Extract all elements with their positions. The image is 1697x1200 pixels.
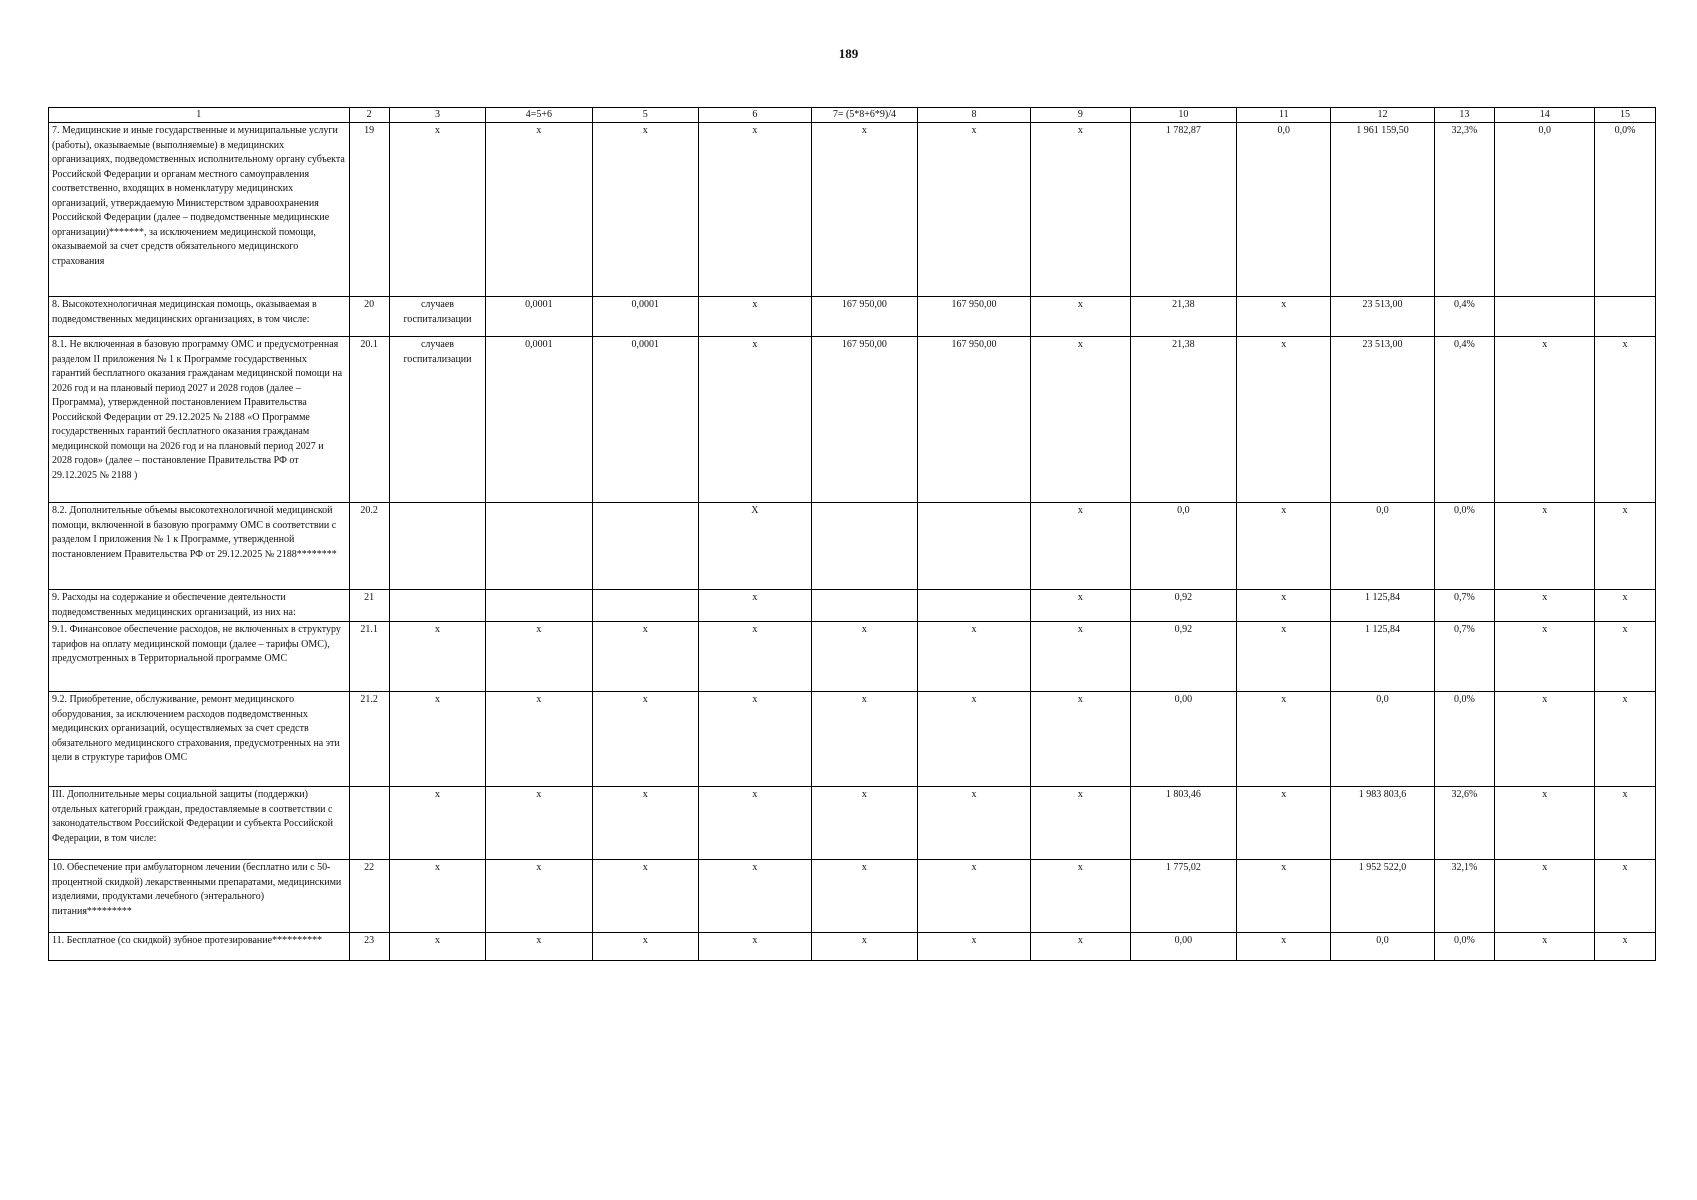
column-number: 14 bbox=[1495, 108, 1595, 123]
table-cell: 0,0 bbox=[1331, 933, 1434, 961]
column-number: 9 bbox=[1030, 108, 1130, 123]
table-cell: х bbox=[486, 123, 592, 297]
table-cell: 1 961 159,50 bbox=[1331, 123, 1434, 297]
row-description: 10. Обеспечение при амбулаторном лечении (бесплатно или с 50-процентной скидкой) лекарственными препаратами, медицинскими изделиями, продуктами лечебного (энтерального) питания********* bbox=[49, 860, 350, 933]
table-cell: 0,0 bbox=[1495, 123, 1595, 297]
table-cell: х bbox=[918, 787, 1031, 860]
table-cell: х bbox=[1595, 622, 1656, 692]
table-cell: х bbox=[486, 787, 592, 860]
table-cell: х bbox=[1030, 337, 1130, 503]
table-cell: х bbox=[1495, 933, 1595, 961]
row-description: 9.2. Приобретение, обслуживание, ремонт медицинского оборудования, за исключением расходов подведомственных медицинских организаций, осуществляемых за счет средств обязательного медицинского страхования, предусмотренных на эти цели в структуре тарифов ОМС bbox=[49, 692, 350, 787]
table-cell: 1 803,46 bbox=[1130, 787, 1236, 860]
row-description: 11. Бесплатное (со скидкой) зубное протезирование********** bbox=[49, 933, 350, 961]
table-row bbox=[49, 297, 1656, 337]
table-cell bbox=[1495, 297, 1595, 337]
table-cell: х bbox=[592, 622, 698, 692]
row-code: 22 bbox=[349, 860, 389, 933]
table-cell: х bbox=[918, 692, 1031, 787]
table-cell: 0,0 bbox=[1331, 692, 1434, 787]
table-cell: х bbox=[1237, 692, 1331, 787]
table-cell: х bbox=[389, 692, 486, 787]
row-description: 8. Высокотехнологичная медицинская помощь, оказываемая в подведомственных медицинских организациях, в том числе: bbox=[49, 297, 350, 337]
table-cell: 0,92 bbox=[1130, 590, 1236, 622]
table-cell: х bbox=[698, 860, 811, 933]
row-description: 9. Расходы на содержание и обеспечение деятельности подведомственных медицинских организаций, из них на: bbox=[49, 590, 350, 622]
table-cell: х bbox=[698, 787, 811, 860]
table-cell bbox=[486, 590, 592, 622]
table-row bbox=[49, 123, 1656, 297]
table-cell: 32,1% bbox=[1434, 860, 1495, 933]
table-cell: 0,0% bbox=[1434, 933, 1495, 961]
row-code: 20 bbox=[349, 297, 389, 337]
table-cell: х bbox=[1495, 590, 1595, 622]
table-cell bbox=[811, 590, 917, 622]
table-cell: х bbox=[1237, 503, 1331, 590]
table-row bbox=[49, 337, 1656, 503]
table-cell bbox=[918, 503, 1031, 590]
row-code bbox=[349, 787, 389, 860]
table-cell: 1 952 522,0 bbox=[1331, 860, 1434, 933]
table-cell bbox=[389, 590, 486, 622]
table-cell: X bbox=[698, 503, 811, 590]
column-number: 3 bbox=[389, 108, 486, 123]
row-code: 21 bbox=[349, 590, 389, 622]
table-cell: 0,7% bbox=[1434, 622, 1495, 692]
column-number: 1 bbox=[49, 108, 350, 123]
table-cell: х bbox=[592, 787, 698, 860]
table-cell: 167 950,00 bbox=[918, 337, 1031, 503]
table-cell: х bbox=[1030, 123, 1130, 297]
row-code: 21.1 bbox=[349, 622, 389, 692]
table-cell: 32,3% bbox=[1434, 123, 1495, 297]
table-cell: 1 782,87 bbox=[1130, 123, 1236, 297]
table-cell: х bbox=[486, 692, 592, 787]
table-cell: 32,6% bbox=[1434, 787, 1495, 860]
table-cell: 1 775,02 bbox=[1130, 860, 1236, 933]
table-cell: х bbox=[698, 590, 811, 622]
table-row bbox=[49, 503, 1656, 590]
table-cell: 1 125,84 bbox=[1331, 622, 1434, 692]
table-cell: 1 983 803,6 bbox=[1331, 787, 1434, 860]
row-description: 8.2. Дополнительные объемы высокотехнологичной медицинской помощи, включенной в базовую программу ОМС в соответствии с разделом I приложения № 1 к Программе, утвержденной постановлением Правительства РФ от 29.12.2025 № 2188******** bbox=[49, 503, 350, 590]
row-code: 21.2 bbox=[349, 692, 389, 787]
table-cell: х bbox=[811, 933, 917, 961]
table-cell: х bbox=[1595, 692, 1656, 787]
table-cell: 0,0001 bbox=[592, 297, 698, 337]
row-code: 20.2 bbox=[349, 503, 389, 590]
table-cell: х bbox=[486, 860, 592, 933]
table-cell: х bbox=[918, 123, 1031, 297]
table-cell: 167 950,00 bbox=[811, 337, 917, 503]
table-row bbox=[49, 787, 1656, 860]
table-cell: х bbox=[592, 692, 698, 787]
table-cell: х bbox=[1030, 933, 1130, 961]
table-cell: 0,00 bbox=[1130, 933, 1236, 961]
table-cell: х bbox=[698, 692, 811, 787]
column-number: 11 bbox=[1237, 108, 1331, 123]
table-cell: х bbox=[1495, 692, 1595, 787]
table-cell: х bbox=[1595, 787, 1656, 860]
table-cell: х bbox=[486, 622, 592, 692]
table-cell: 23 513,00 bbox=[1331, 337, 1434, 503]
table-cell: 21,38 bbox=[1130, 337, 1236, 503]
table-row bbox=[49, 933, 1656, 961]
table-cell: х bbox=[918, 622, 1031, 692]
row-description: 9.1. Финансовое обеспечение расходов, не включенных в структуру тарифов на оплату медицинской помощи (далее – тарифы ОМС), предусмотренных в Территориальной программе ОМС bbox=[49, 622, 350, 692]
row-code: 23 bbox=[349, 933, 389, 961]
table-cell: х bbox=[1495, 787, 1595, 860]
table-cell: х bbox=[389, 933, 486, 961]
table-cell: х bbox=[592, 123, 698, 297]
table-cell: 0,0001 bbox=[486, 297, 592, 337]
column-number: 6 bbox=[698, 108, 811, 123]
row-description: 7. Медицинские и иные государственные и муниципальные услуги (работы), оказываемые (выполняемые) в медицинских организациях, подведомственных исполнительному органу субъекта Российской Федерации и органам местного самоуправления соответственно, входящих в номенклатуру медицинских организаций, утверждаемую Министерством здравоохранения Российской Федерации (далее – подведомственные медицинские организации)*******, за исключением медицинской помощи, оказываемой за счет средств обязательного медицинского страхования bbox=[49, 123, 350, 297]
table-cell: 0,0 bbox=[1130, 503, 1236, 590]
column-number: 12 bbox=[1331, 108, 1434, 123]
table-cell: 0,0001 bbox=[592, 337, 698, 503]
table-cell: х bbox=[1237, 933, 1331, 961]
column-number: 8 bbox=[918, 108, 1031, 123]
table-cell: х bbox=[1237, 622, 1331, 692]
column-number: 15 bbox=[1595, 108, 1656, 123]
table-cell: 0,0 bbox=[1331, 503, 1434, 590]
row-description: III. Дополнительные меры социальной защиты (поддержки) отдельных категорий граждан, предоставляемые в соответствии с законодательством Российской Федерации и субъекта Российской Федерации, в том числе: bbox=[49, 787, 350, 860]
column-number: 7= (5*8+6*9)/4 bbox=[811, 108, 917, 123]
table-cell: х bbox=[1237, 860, 1331, 933]
table-cell: х bbox=[592, 933, 698, 961]
table-cell: 0,00 bbox=[1130, 692, 1236, 787]
table-cell: 167 950,00 bbox=[918, 297, 1031, 337]
table-cell: х bbox=[1495, 622, 1595, 692]
table-cell: х bbox=[698, 933, 811, 961]
table-cell bbox=[592, 503, 698, 590]
table-cell bbox=[1595, 297, 1656, 337]
table-cell: х bbox=[1495, 860, 1595, 933]
table-cell: х bbox=[1237, 787, 1331, 860]
table-cell: х bbox=[1030, 297, 1130, 337]
table-cell: х bbox=[811, 622, 917, 692]
row-code: 20.1 bbox=[349, 337, 389, 503]
table-cell: 0,0% bbox=[1434, 503, 1495, 590]
table-cell: х bbox=[1030, 503, 1130, 590]
table-cell bbox=[811, 503, 917, 590]
table-cell: х bbox=[1495, 503, 1595, 590]
table-cell: х bbox=[811, 787, 917, 860]
table-cell: 1 125,84 bbox=[1331, 590, 1434, 622]
column-number: 4=5+6 bbox=[486, 108, 592, 123]
table-cell: х bbox=[1595, 590, 1656, 622]
table-cell: х bbox=[811, 692, 917, 787]
table-cell: х bbox=[1595, 860, 1656, 933]
table-cell: х bbox=[918, 860, 1031, 933]
table-cell bbox=[486, 503, 592, 590]
table-cell: х bbox=[1595, 933, 1656, 961]
column-number: 13 bbox=[1434, 108, 1495, 123]
table-cell: х bbox=[698, 622, 811, 692]
table-cell: х bbox=[389, 787, 486, 860]
table-cell: х bbox=[1495, 337, 1595, 503]
row-code: 19 bbox=[349, 123, 389, 297]
table-cell: 0,4% bbox=[1434, 297, 1495, 337]
table-cell: 0,0 bbox=[1237, 123, 1331, 297]
table-cell: случаев госпитализации bbox=[389, 337, 486, 503]
table-cell: 0,4% bbox=[1434, 337, 1495, 503]
table-cell: 0,92 bbox=[1130, 622, 1236, 692]
table-cell: х bbox=[918, 933, 1031, 961]
table-cell: 21,38 bbox=[1130, 297, 1236, 337]
row-description: 8.1. Не включенная в базовую программу ОМС и предусмотренная разделом II приложения № 1 к Программе государственных гарантий бесплатного оказания гражданам медицинской помощи на 2026 год и на плановый период 2027 и 2028 годов (далее – Программа), утвержденной постановлением Правительства Российской Федерации от 29.12.2025 № 2188 «О Программе государственных гарантий бесплатного оказания гражданам медицинской помощи на 2026 год и на плановый период 2027 и 2028 годов» (далее – постановление Правительства РФ от 29.12.2025 № 2188 ) bbox=[49, 337, 350, 503]
table-cell: 0,0% bbox=[1595, 123, 1656, 297]
table-cell: х bbox=[1595, 503, 1656, 590]
table-row bbox=[49, 860, 1656, 933]
table-cell: х bbox=[811, 123, 917, 297]
header-row bbox=[49, 108, 1656, 123]
column-number: 10 bbox=[1130, 108, 1236, 123]
table-row bbox=[49, 590, 1656, 622]
column-number: 2 bbox=[349, 108, 389, 123]
table-cell: 0,7% bbox=[1434, 590, 1495, 622]
table-cell bbox=[592, 590, 698, 622]
table-cell: х bbox=[1030, 590, 1130, 622]
table-cell: х bbox=[698, 297, 811, 337]
table-cell: 0,0% bbox=[1434, 692, 1495, 787]
table-cell: х bbox=[389, 622, 486, 692]
table-cell: х bbox=[698, 123, 811, 297]
table-row bbox=[49, 692, 1656, 787]
table-cell: 23 513,00 bbox=[1331, 297, 1434, 337]
table-cell: х bbox=[1237, 297, 1331, 337]
table-cell: х bbox=[1030, 622, 1130, 692]
column-number: 5 bbox=[592, 108, 698, 123]
table-cell: х bbox=[1595, 337, 1656, 503]
budget-table bbox=[48, 107, 1656, 961]
table-cell: случаев госпитализации bbox=[389, 297, 486, 337]
table-cell: х bbox=[1030, 692, 1130, 787]
table-cell: х bbox=[389, 860, 486, 933]
page-number: 189 bbox=[838, 46, 859, 61]
table-cell: х bbox=[1237, 337, 1331, 503]
table-cell: 0,0001 bbox=[486, 337, 592, 503]
table-cell: х bbox=[1237, 590, 1331, 622]
table-cell: х bbox=[486, 933, 592, 961]
table-cell: х bbox=[811, 860, 917, 933]
table-cell: х bbox=[698, 337, 811, 503]
table-cell bbox=[918, 590, 1031, 622]
table-cell: х bbox=[389, 123, 486, 297]
table-row bbox=[49, 622, 1656, 692]
table-cell: х bbox=[1030, 787, 1130, 860]
table-cell: х bbox=[592, 860, 698, 933]
table-cell bbox=[389, 503, 486, 590]
table-cell: х bbox=[1030, 860, 1130, 933]
table-cell: 167 950,00 bbox=[811, 297, 917, 337]
